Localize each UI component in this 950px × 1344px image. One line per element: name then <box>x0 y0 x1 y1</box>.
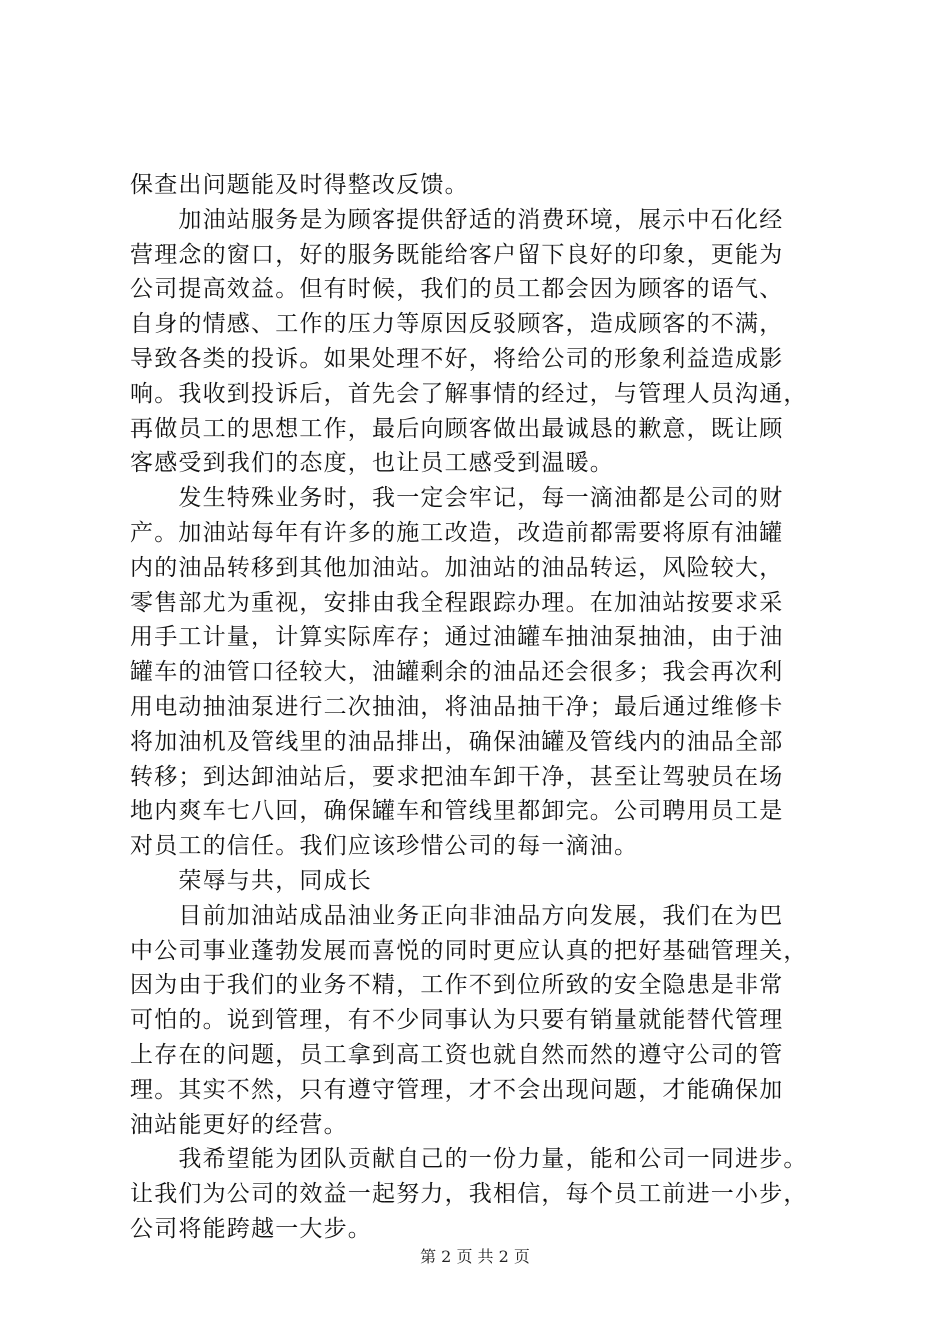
text-line: 发生特殊业务时，我一定会牢记，每一滴油都是公司的财 <box>130 485 784 512</box>
text-line: 自身的情感、工作的压力等原因反驳顾客，造成顾客的不满， <box>130 311 784 338</box>
text-line: 中公司事业蓬勃发展而喜悦的同时更应认真的把好基础管理关， <box>130 937 808 964</box>
text-line: 对员工的信任。我们应该珍惜公司的每一滴油。 <box>130 833 639 860</box>
text-line: 产。加油站每年有许多的施工改造，改造前都需要将原有油罐 <box>130 519 784 546</box>
text-line: 保查出问题能及时得整改反馈。 <box>130 172 469 198</box>
text-line: 内的油品转移到其他加油站。加油站的油品转运，风险较大， <box>130 554 784 581</box>
text-line: 公司将能跨越一大步。 <box>130 1215 372 1242</box>
text-line: 再做员工的思想工作，最后向顾客做出最诚恳的歉意，既让顾 <box>130 415 784 442</box>
text-line: 油站能更好的经营。 <box>130 1111 348 1138</box>
text-line: 地内爽车七八回，确保罐车和管线里都卸完。公司聘用员工是 <box>130 798 784 825</box>
document-body <box>130 168 850 1247</box>
text-line: 用手工计量，计算实际库存；通过油罐车抽油泵抽油，由于油 <box>130 624 784 651</box>
text-line: 可怕的。说到管理，有不少同事认为只要有销量就能替代管理 <box>130 1007 784 1034</box>
text-line: 公司提高效益。但有时候，我们的员工都会因为顾客的语气、 <box>130 276 784 303</box>
text-line: 上存在的问题，员工拿到高工资也就自然而然的遵守公司的管 <box>130 1041 784 1068</box>
text-line: 客感受到我们的态度，也让员工感受到温暖。 <box>130 450 614 477</box>
text-line: 加油站服务是为顾客提供舒适的消费环境，展示中石化经 <box>130 206 784 233</box>
text-line: 目前加油站成品油业务正向非油品方向发展，我们在为巴 <box>130 902 784 929</box>
page-footer: 第 2 页 共 2 页 <box>420 1247 530 1266</box>
text-line: 理。其实不然，只有遵守管理，才不会出现问题，才能确保加 <box>130 1076 784 1103</box>
text-line: 用电动抽油泵进行二次抽油，将油品抽干净；最后通过维修卡 <box>130 693 784 720</box>
text-line: 让我们为公司的效益一起努力，我相信，每个员工前进一小步， <box>130 1181 808 1208</box>
text-line: 我希望能为团队贡献自己的一份力量，能和公司一同进步。 <box>130 1146 808 1173</box>
text-line: 将加油机及管线里的油品排出，确保油罐及管线内的油品全部 <box>130 728 784 755</box>
text-line: 导致各类的投诉。如果处理不好，将给公司的形象利益造成影 <box>130 345 784 372</box>
text-line: 罐车的油管口径较大，油罐剩余的油品还会很多；我会再次利 <box>130 659 784 686</box>
text-line: 响。我收到投诉后，首先会了解事情的经过，与管理人员沟通， <box>130 380 808 407</box>
text-line: 因为由于我们的业务不精，工作不到位所致的安全隐患是非常 <box>130 972 784 999</box>
text-line: 营理念的窗口，好的服务既能给客户留下良好的印象，更能为 <box>130 241 784 268</box>
text-line: 荣辱与共，同成长 <box>130 867 372 894</box>
text-line: 零售部尤为重视，安排由我全程跟踪办理。在加油站按要求采 <box>130 589 784 616</box>
text-line: 转移；到达卸油站后，要求把油车卸干净，甚至让驾驶员在场 <box>130 763 784 790</box>
